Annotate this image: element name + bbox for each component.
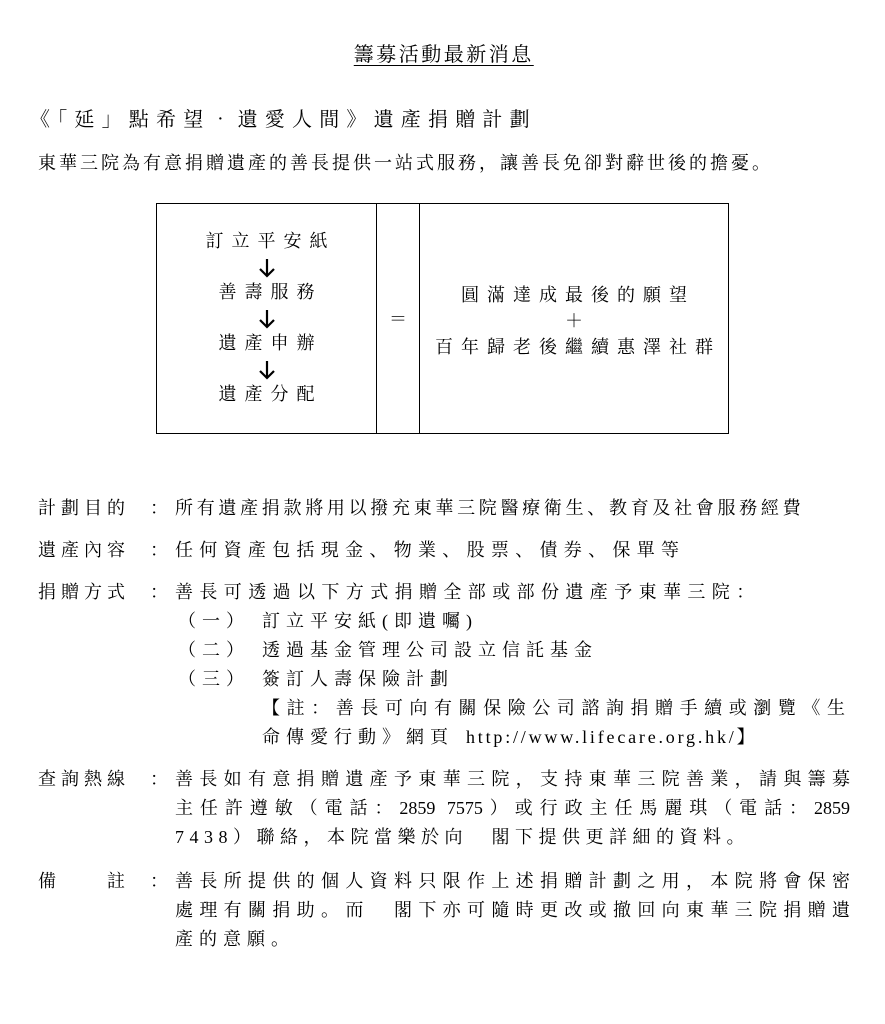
remarks-line: 處理有關捐助。而 閣下亦可隨時更改或撤回向東華三院捐贈遺 [175,899,850,920]
step-4: 遺產分配 [218,384,323,405]
insurance-note [262,694,845,752]
note-line-1: 【註：善長可向有關保險公司諮詢捐贈手續或瀏覽《生 [262,697,845,718]
enquiry-row [0,765,885,852]
plus-sign: ＋ [565,311,583,331]
intro-text: 東華三院為有意捐贈遺產的善長提供一站式服務，讓善長免卻對辭世後的擔憂。 [38,153,773,173]
remarks-row [0,867,885,954]
down-arrow-icon [258,357,276,383]
note-line-2 [262,723,845,752]
enquiry-line: 主任許遵敏（電話：2859 7575）或行政主任馬麗琪（電話：2859 [175,797,850,818]
method-option [175,607,850,636]
enquiry-line: 善長如有意捐贈遺產予東華三院，支持東華三院善業，請與籌募 [175,768,850,789]
step-3: 遺產申辦 [218,333,323,354]
lifecare-url: http://www.lifecare.org.hk/ [466,726,737,747]
outcomes-column [420,204,728,433]
page-title: 籌募活動最新消息 [353,44,534,66]
assets-text: 任何資產包括現金、物業、股票、債券、保單等 [175,539,686,560]
option-text: 訂立平安紙(即遺囑) [262,610,478,631]
purpose-value [175,494,850,523]
equals-column [377,204,420,433]
down-arrow-icon [258,255,276,281]
purpose-row [0,494,885,523]
outcome-1: 圓滿達成最後的願望 [461,285,695,305]
plan-details [0,494,885,967]
enquiry-line: 7438）聯絡，本院當樂於向 閣下提供更詳細的資料。 [175,826,750,847]
methods-label: 捐贈方式 [38,581,130,602]
label-colon: ： [150,768,168,789]
outcome-2: 百年歸老後繼續惠澤社群 [435,337,721,357]
purpose-label: 計劃目的 [38,497,130,518]
methods-row [0,578,885,752]
methods-text: 善長可透過以下方式捐贈全部或部份遺產予東華三院： [175,581,761,602]
option-number: （二） [178,639,250,660]
methods-value [175,578,850,752]
note-text: 命傳愛行動》網頁 [262,726,454,747]
option-text: 透過基金管理公司設立信託基金 [262,639,598,660]
label-colon: ： [150,870,168,891]
label-colon: ： [150,581,168,602]
enquiry-label: 查詢熱線 [38,768,130,789]
remarks-value [175,867,850,954]
option-number: （一） [178,610,250,631]
assets-value [175,536,850,565]
option-text: 簽訂人壽保險計劃 [262,668,454,689]
option-number: （三） [178,668,250,689]
assets-row [0,536,885,565]
assets-label: 遺產內容 [38,539,130,560]
label-colon: ： [150,539,168,560]
remarks-line: 產的意願。 [175,928,295,949]
remarks-label: 備 註 [38,870,130,891]
remarks-line: 善長所提供的個人資料只限作上述捐贈計劃之用，本院將會保密 [175,870,850,891]
equals-sign: ＝ [389,308,407,329]
note-close-bracket: 】 [736,726,755,747]
enquiry-value [175,765,850,852]
flow-table [156,203,729,434]
plan-subtitle: 《「延」點希望‧遺愛人間》遺產捐贈計劃 [30,109,537,131]
step-1: 訂立平安紙 [205,231,336,252]
method-option [175,665,850,694]
purpose-text: 所有遺產捐款將用以撥充東華三院醫療衛生、教育及社會服務經費 [175,497,805,518]
steps-column [157,204,377,433]
label-colon: ： [150,497,168,518]
method-option [175,636,850,665]
step-2: 善壽服務 [218,282,323,303]
down-arrow-icon [258,306,276,332]
